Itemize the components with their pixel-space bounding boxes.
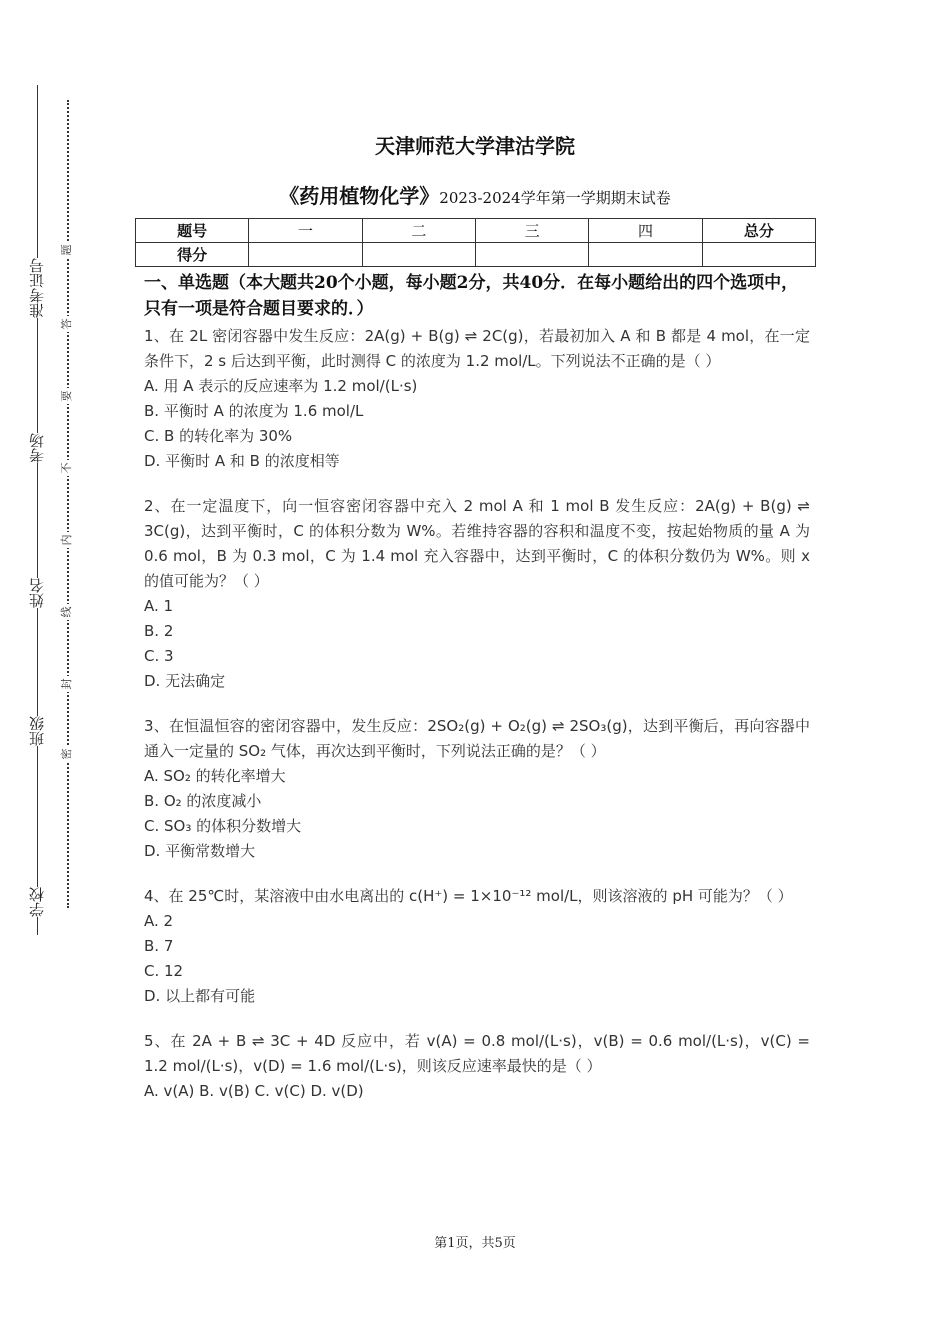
question-option: C. SO₃ 的体积分数增大: [144, 817, 302, 835]
question-option: C. 3: [144, 647, 174, 665]
binding-dotted-line: [67, 100, 69, 908]
notice-char: 内: [61, 532, 73, 548]
score-table-score-row: [136, 243, 816, 267]
question-4: [144, 884, 810, 1009]
score-table: [135, 218, 816, 267]
question-1: [144, 324, 810, 474]
question-option: B. 7: [144, 937, 174, 955]
question-option: C. B 的转化率为 30%: [144, 427, 293, 445]
question-option: C. 12: [144, 962, 184, 980]
question-stem: 4、在 25℃时，某溶液中由水电离出的 c(H⁺) = 1×10⁻¹² mol/L，则该溶液的 pH 可能为？（ ）: [144, 887, 793, 905]
score-table-header-cell: 四: [589, 219, 702, 243]
notice-char: 题: [61, 242, 73, 258]
course-title: 《药用植物化学》: [279, 184, 440, 208]
question-option: A. v(A) B. v(B) C. v(C) D. v(D): [144, 1082, 364, 1100]
question-option: D. 平衡常数增大: [144, 842, 256, 860]
notice-char: 要: [61, 388, 73, 404]
question-option: D. 无法确定: [144, 672, 226, 690]
score-row-label: 得分: [136, 243, 249, 267]
score-cell: [362, 243, 475, 267]
exam-term: 2023-2024学年第一学期期末试卷: [439, 189, 671, 207]
question-option: B. 2: [144, 622, 174, 640]
score-cell: [249, 243, 362, 267]
question-3: [144, 714, 810, 864]
question-stem: 2、在一定温度下，向一恒容密闭容器中充入 2 mol A 和 1 mol B 发生反应：2A(g) + B(g) ⇌ 3C(g)，达到平衡时，C 的体积分数为 W%。若维持容器的容积和温度不变，按起始物质的量 A 为 0.6 mol，B 为 0.3 mol，C 为 1.4 mol 充入容器中，达到平衡时，C 的体积分数仍为 W%。则 x 的值可能为？（ ）: [144, 497, 810, 590]
score-table-header-cell: 三: [475, 219, 588, 243]
exam-subtitle: [0, 180, 950, 209]
score-table-header-cell: 一: [249, 219, 362, 243]
field-label-exam-room: 考场: [22, 433, 52, 463]
notice-char: 不: [61, 460, 73, 476]
question-option: A. SO₂ 的转化率增大: [144, 767, 286, 785]
question-stem: 1、在 2L 密闭容器中发生反应：2A(g) + B(g) ⇌ 2C(g)，若最初加入 A 和 B 都是 4 mol，在一定条件下，2 s 后达到平衡，此时测得 C 的浓度为 1.2 mol/L。下列说法不正确的是（ ）: [144, 327, 810, 370]
field-label-exam-number: 准考证号: [22, 258, 52, 318]
notice-char: 答: [61, 316, 73, 332]
question-option: D. 平衡时 A 和 B 的浓度相等: [144, 452, 340, 470]
question-stem: 5、在 2A + B ⇌ 3C + 4D 反应中，若 v(A) = 0.8 mol/(L·s)，v(B) = 0.6 mol/(L·s)，v(C) = 1.2 mol/(L·s)，v(D) = 1.6 mol/(L·s)，则该反应速率最快的是（ ）: [144, 1032, 810, 1075]
school-title: 天津师范大学津沽学院: [375, 134, 575, 158]
field-label-class: 班级: [22, 716, 52, 746]
score-table-header-row: [136, 219, 816, 243]
binding-solid-line: [37, 85, 38, 935]
question-option: B. 平衡时 A 的浓度为 1.6 mol/L: [144, 402, 364, 420]
notice-char: 线: [61, 604, 73, 620]
score-cell: [589, 243, 702, 267]
notice-char: 密: [61, 746, 73, 762]
field-label-school: 学校: [22, 887, 52, 917]
score-cell-total: [702, 243, 815, 267]
question-option: A. 1: [144, 597, 174, 615]
page-number: 第1页，共5页: [434, 1236, 516, 1251]
score-table-header-cell: 总分: [702, 219, 815, 243]
field-label-name: 姓名: [22, 578, 52, 608]
question-2: [144, 494, 810, 694]
question-option: A. 用 A 表示的反应速率为 1.2 mol/(L·s): [144, 377, 418, 395]
question-option: D. 以上都有可能: [144, 987, 256, 1005]
score-table-header-cell: 题号: [136, 219, 249, 243]
question-stem: 3、在恒温恒容的密闭容器中，发生反应：2SO₂(g) + O₂(g) ⇌ 2SO₃(g)，达到平衡后，再向容器中通入一定量的 SO₂ 气体，再次达到平衡时，下列说法正确的是？（ ）: [144, 717, 810, 760]
question-5: [144, 1029, 810, 1104]
exam-content: [144, 270, 810, 1124]
section-heading: 一、单选题（本大题共20个小题，每小题2分，共40分．在每小题给出的四个选项中，只有一项是符合题目要求的．）: [144, 273, 799, 319]
score-cell: [475, 243, 588, 267]
question-option: B. O₂ 的浓度减小: [144, 792, 262, 810]
question-option: A. 2: [144, 912, 174, 930]
score-table-header-cell: 二: [362, 219, 475, 243]
notice-char: 封: [61, 676, 73, 692]
